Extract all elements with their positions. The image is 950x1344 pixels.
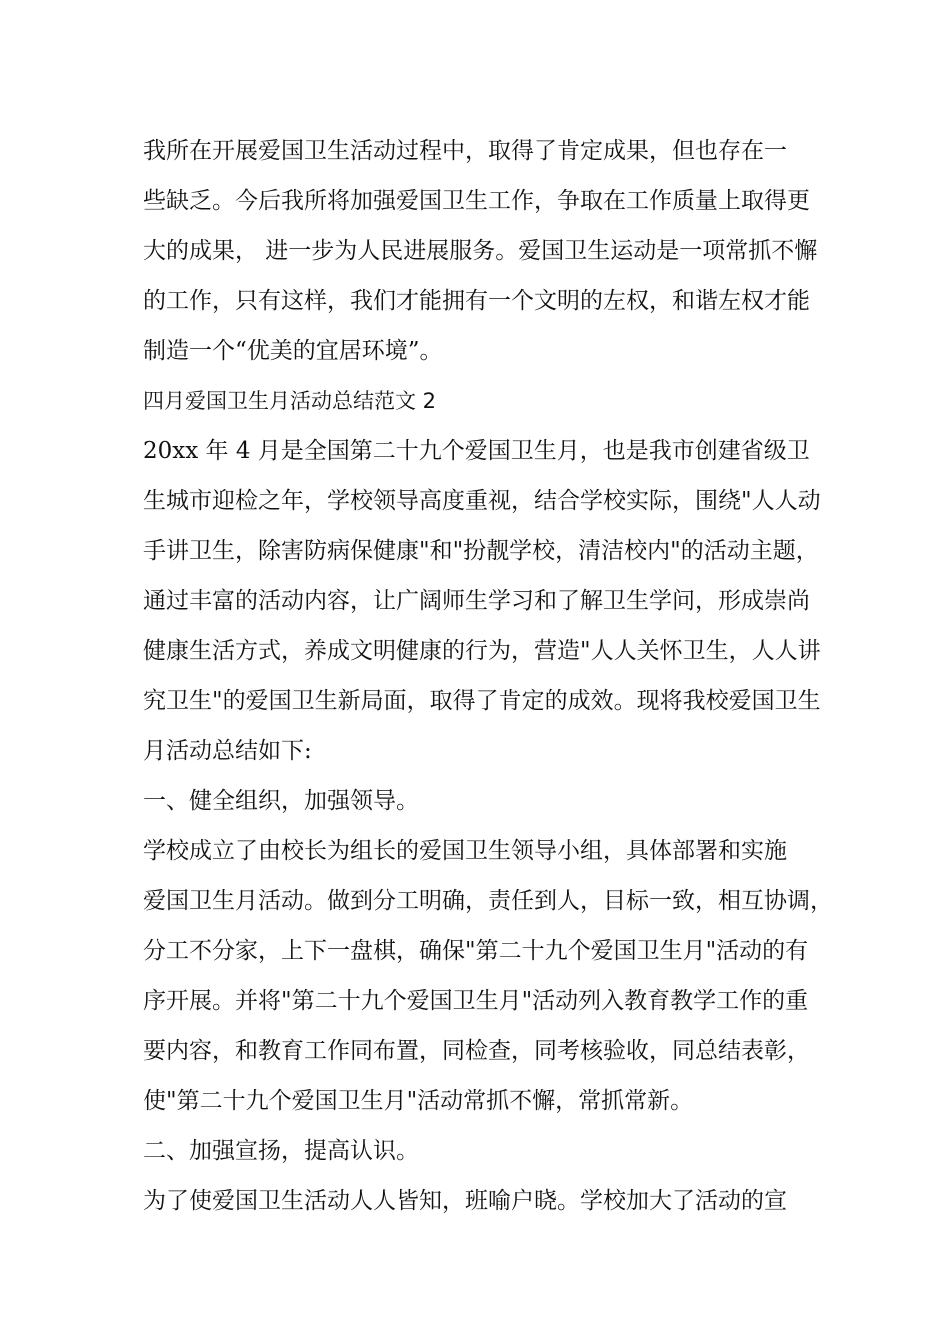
paragraph-line: 的工作，只有这样，我们才能拥有一个文明的左权，和谐左权才能 [143, 288, 810, 314]
section-heading: 二、加强宣扬，提高认识。 [143, 1138, 419, 1164]
paragraph-line: 要内容，和教育工作同布置，同检查，同考核验收，同总结表彰， [143, 1038, 810, 1064]
paragraph-line: 究卫生"的爱国卫生新局面，取得了肯定的成效。现将我校爱国卫生 [143, 688, 821, 714]
paragraph-line: 制造一个“优美的宜居环境”。 [143, 338, 443, 364]
paragraph-line: 大的成果， 进一步为人民进展服务。爱国卫生运动是一项常抓不懈 [143, 238, 818, 264]
paragraph-line: 使"第二十九个爱国卫生月"活动常抓不懈，常抓常新。 [143, 1088, 694, 1114]
paragraph-line: 通过丰富的活动内容，让广阔师生学习和了解卫生学问，形成崇尚 [143, 588, 810, 614]
paragraph-line: 分工不分家，上下一盘棋，确保"第二十九个爱国卫生月"活动的有 [143, 938, 809, 964]
paragraph-line: 学校成立了由校长为组长的爱国卫生领导小组，具体部署和实施 [143, 838, 787, 864]
section-title: 四月爱国卫生月活动总结范文 2 [143, 389, 437, 413]
paragraph-line: 为了使爱国卫生活动人人皆知，班喻户晓。学校加大了活动的宣 [143, 1188, 787, 1214]
paragraph-line: 20xx 年 4 月是全国第二十九个爱国卫生月，也是我市创建省级卫 [143, 438, 810, 464]
paragraph-line: 爱国卫生月活动。做到分工明确，责任到人，目标一致，相互协调， [143, 888, 833, 914]
paragraph-line: 手讲卫生，除害防病保健康"和"扮靓学校，清洁校内"的活动主题， [143, 538, 819, 564]
section-heading: 一、健全组织，加强领导。 [143, 788, 419, 814]
paragraph-line: 月活动总结如下: [143, 738, 312, 764]
paragraph-line: 生城市迎检之年，学校领导高度重视，结合学校实际，围绕"人人动 [143, 488, 821, 514]
paragraph-line: 健康生活方式，养成文明健康的行为，营造"人人关怀卫生，人人讲 [143, 638, 821, 664]
paragraph-line: 序开展。并将"第二十九个爱国卫生月"活动列入教育教学工作的重 [143, 988, 809, 1014]
paragraph-line: 我所在开展爱国卫生活动过程中，取得了肯定成果，但也存在一 [143, 138, 787, 164]
paragraph-line: 些缺乏。今后我所将加强爱国卫生工作，争取在工作质量上取得更 [143, 188, 810, 214]
